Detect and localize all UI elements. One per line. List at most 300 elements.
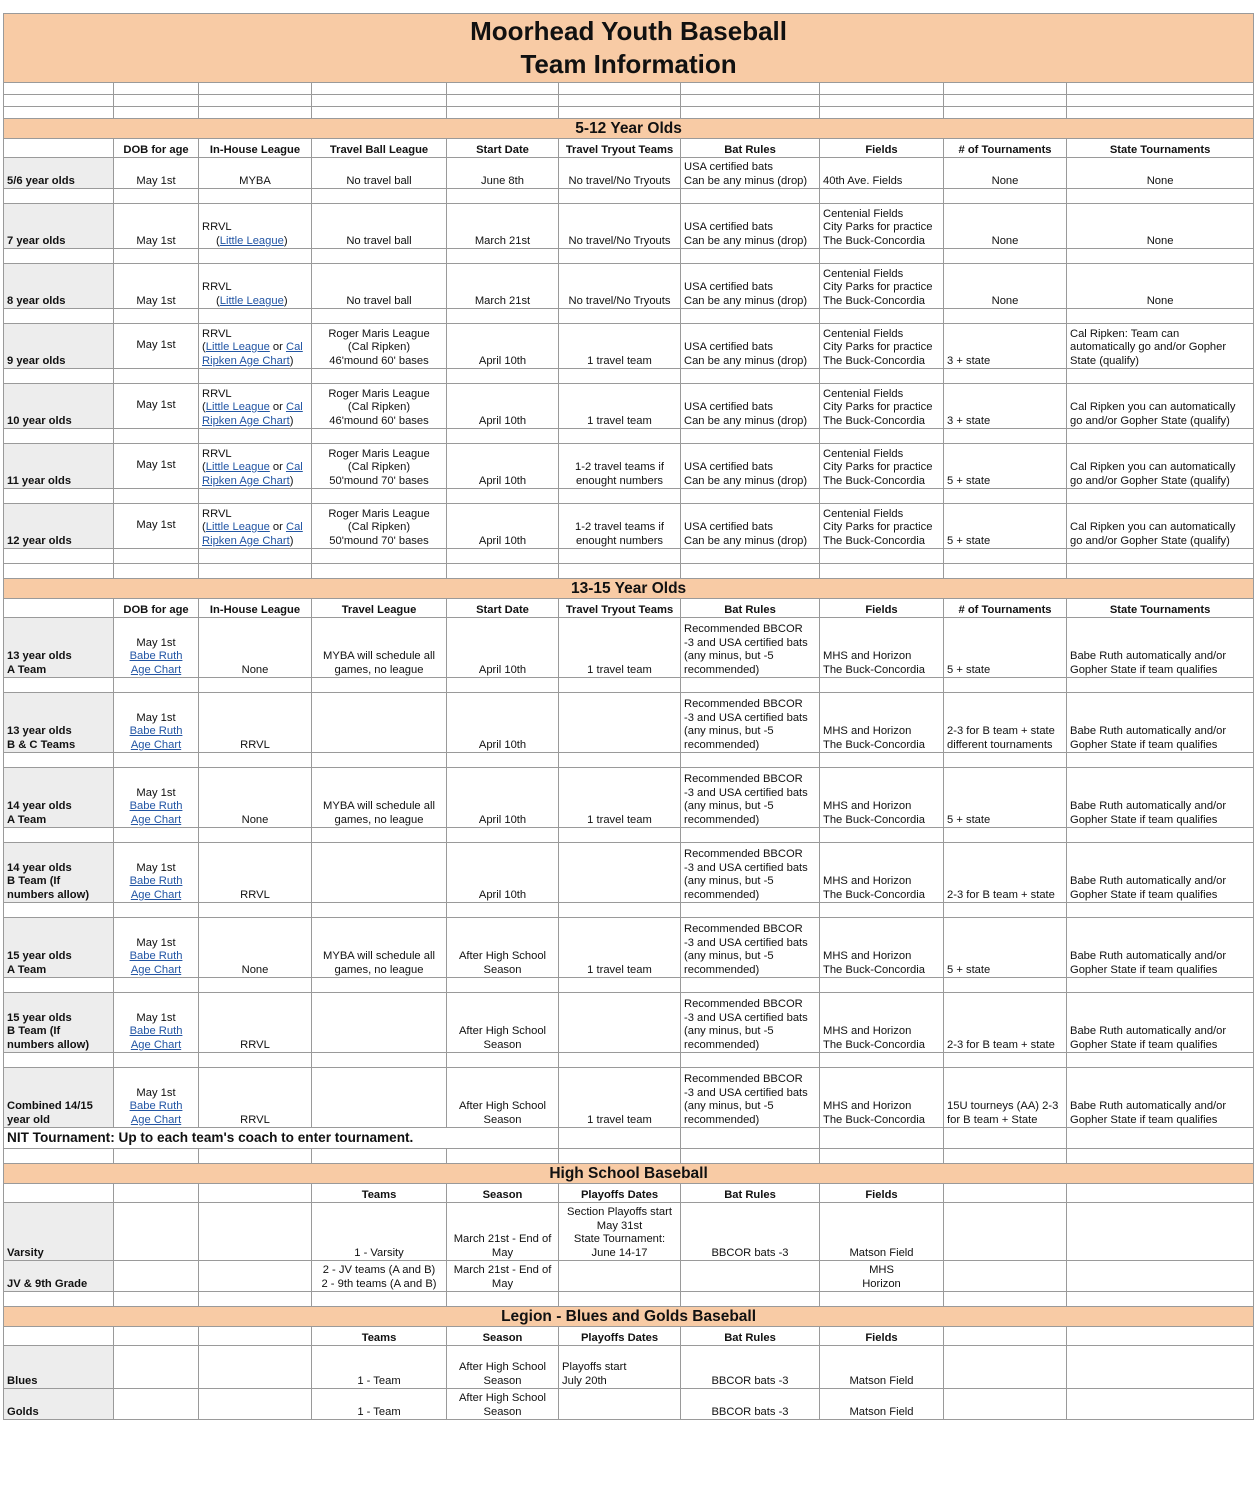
empty-cell xyxy=(944,753,1067,768)
cell-line: Babe Ruth automatically and/or xyxy=(1070,1100,1227,1112)
empty-cell xyxy=(681,369,820,384)
age-group-label xyxy=(4,768,114,828)
empty-cell xyxy=(199,1327,312,1346)
tryout-cell xyxy=(559,504,681,549)
season-cell xyxy=(447,1261,559,1292)
cell-line: Centenial Fields xyxy=(823,387,904,400)
empty-cell xyxy=(681,1053,820,1068)
table-row xyxy=(4,444,1254,489)
empty-cell xyxy=(312,678,447,693)
cell-text: RRVL xyxy=(240,738,270,751)
link[interactable]: Babe Ruth xyxy=(129,1100,183,1112)
cell-line: RRVL xyxy=(202,447,232,460)
link[interactable]: Cal xyxy=(285,341,303,353)
empty-cell xyxy=(114,1346,199,1389)
tournaments-cell xyxy=(944,918,1067,978)
empty-cell xyxy=(944,1327,1067,1346)
empty-cell xyxy=(447,249,559,264)
empty-cell xyxy=(681,83,820,95)
cell-line: 2-3 for B team + state xyxy=(947,888,1055,901)
empty-cell xyxy=(447,369,559,384)
cell-line: (any minus, but -5 xyxy=(684,875,774,887)
column-header xyxy=(114,139,199,158)
cell-line: 5 + state xyxy=(947,663,991,676)
cell-text: May 1st xyxy=(136,459,176,472)
fields-cell xyxy=(820,693,944,753)
empty-cell xyxy=(114,1203,199,1261)
section-row xyxy=(4,119,1254,139)
cell-line: May xyxy=(491,1246,514,1259)
column-header xyxy=(447,599,559,618)
empty-cell xyxy=(944,1053,1067,1068)
empty-cell xyxy=(681,903,820,918)
cell-text: RRVL xyxy=(240,888,270,901)
cell-line: B Team (If xyxy=(7,875,61,887)
cell-line: Section Playoffs start xyxy=(567,1206,672,1218)
cell-text: DOB for age xyxy=(123,143,189,156)
empty-cell xyxy=(199,83,312,95)
column-header xyxy=(447,1184,559,1203)
cell-line: The Buck-Concordia xyxy=(823,294,925,307)
column-header xyxy=(559,599,681,618)
dob-cell xyxy=(114,1068,199,1128)
age-group-label xyxy=(4,918,114,978)
empty-cell xyxy=(114,978,199,993)
empty-cell xyxy=(312,369,447,384)
cell-text: 5 + state xyxy=(947,534,991,547)
team-label xyxy=(4,1203,114,1261)
cell-line: Recommended BBCOR xyxy=(684,698,803,710)
link[interactable]: Babe Ruth xyxy=(129,650,183,662)
empty-cell xyxy=(312,828,447,843)
empty-cell xyxy=(681,1292,820,1307)
start-date-cell xyxy=(447,843,559,903)
link[interactable]: Babe Ruth xyxy=(129,725,183,737)
cell-text: RRVL xyxy=(240,1113,270,1126)
empty-cell xyxy=(1067,753,1254,768)
cell-line: Horizon xyxy=(862,1277,901,1290)
inhouse-cell xyxy=(199,993,312,1053)
cell-line: Recommended BBCOR xyxy=(684,1073,803,1085)
cell-line: USA certified bats xyxy=(684,161,773,173)
table-row xyxy=(4,1068,1254,1128)
link[interactable]: Little League xyxy=(205,461,270,473)
cell-text: May 1st xyxy=(136,519,176,532)
cell-line: The Buck-Concordia xyxy=(823,354,925,367)
cell-line: The Buck-Concordia xyxy=(823,414,925,427)
bat-rules-cell xyxy=(681,1389,820,1420)
state-tournaments-cell xyxy=(1067,768,1254,828)
empty-cell xyxy=(114,83,199,95)
empty-cell xyxy=(199,1184,312,1203)
empty-cell xyxy=(312,189,447,204)
season-cell xyxy=(447,1346,559,1389)
empty-cell xyxy=(199,1261,312,1292)
start-date-cell xyxy=(447,993,559,1053)
tryout-cell xyxy=(559,918,681,978)
cell-line: for B team + State xyxy=(947,1113,1038,1126)
column-header xyxy=(820,139,944,158)
cell-text: April 10th xyxy=(478,738,527,751)
empty-cell xyxy=(559,753,681,768)
note-row xyxy=(4,1128,1254,1149)
empty-cell xyxy=(944,107,1067,119)
link[interactable]: Ripken Age Chart xyxy=(202,354,290,367)
cell-text: High School Baseball xyxy=(549,1165,708,1182)
fields-cell xyxy=(820,1203,944,1261)
table-row xyxy=(4,324,1254,369)
link[interactable]: Ripken Age Chart xyxy=(202,414,290,427)
link[interactable]: Little League xyxy=(205,341,270,353)
cell-line: Babe Ruth automatically and/or xyxy=(1070,725,1227,737)
empty-cell xyxy=(820,564,944,579)
cell-line: 14 year olds xyxy=(7,861,72,874)
cell-line: The Buck-Concordia xyxy=(823,888,925,901)
empty-cell xyxy=(312,549,447,564)
cell-line: Season xyxy=(483,1113,522,1126)
empty-cell xyxy=(944,1128,1067,1149)
link[interactable]: Little League xyxy=(219,294,284,307)
empty-cell xyxy=(4,95,114,107)
link[interactable]: Little League xyxy=(219,234,284,247)
cell-line: (any minus, but -5 xyxy=(684,800,774,812)
cell-text: May 1st xyxy=(136,234,176,247)
table-row xyxy=(4,768,1254,828)
link[interactable]: Little League xyxy=(205,521,270,533)
empty-cell xyxy=(944,903,1067,918)
cell-line: Gopher State if team qualifies xyxy=(1070,1038,1218,1051)
empty-cell xyxy=(447,549,559,564)
inhouse-cell: RRVL (Little League) xyxy=(199,264,312,309)
header-row xyxy=(4,1327,1254,1346)
dob-cell xyxy=(114,918,199,978)
cell-text: 1 travel team xyxy=(587,663,652,676)
inhouse-cell xyxy=(199,918,312,978)
playoffs-cell xyxy=(559,1203,681,1261)
cell-text: March 21st xyxy=(474,294,531,307)
column-header xyxy=(1067,139,1254,158)
link[interactable]: Ripken Age Chart xyxy=(202,474,290,487)
empty-cell xyxy=(199,1053,312,1068)
header-row xyxy=(4,599,1254,618)
playoffs-cell xyxy=(559,1346,681,1389)
cell-line: B Team (If xyxy=(7,1025,61,1037)
cell-line: -3 and USA certified bats xyxy=(684,1011,808,1024)
column-header xyxy=(681,139,820,158)
cell-line: Recommended BBCOR xyxy=(684,998,803,1010)
dob-cell xyxy=(114,693,199,753)
age-group-label xyxy=(4,993,114,1053)
cell-text: April 10th xyxy=(478,474,527,487)
tournaments-cell xyxy=(944,204,1067,249)
season-cell xyxy=(447,1389,559,1420)
empty-cell xyxy=(4,1053,114,1068)
cell-line: (Cal Ripken) xyxy=(347,461,411,473)
spacer-row xyxy=(4,489,1254,504)
empty-cell xyxy=(1067,309,1254,324)
cell-text: Travel Ball League xyxy=(329,143,429,156)
empty-cell xyxy=(559,978,681,993)
cell-line: recommended) xyxy=(684,1038,760,1051)
empty-cell xyxy=(312,489,447,504)
cell-text: # of Tournaments xyxy=(958,603,1052,616)
cell-line: June 14-17 xyxy=(591,1246,648,1259)
cell-text: Legion - Blues and Golds Baseball xyxy=(501,1308,757,1325)
empty-cell xyxy=(447,564,559,579)
cell-line: MYBA will schedule all xyxy=(323,950,435,962)
state-tournaments-cell xyxy=(1067,918,1254,978)
empty-cell xyxy=(199,753,312,768)
empty-cell xyxy=(199,678,312,693)
link[interactable]: Babe Ruth xyxy=(129,800,183,812)
cell-line: (any minus, but -5 xyxy=(684,1100,774,1112)
empty-cell xyxy=(681,489,820,504)
empty-cell xyxy=(199,189,312,204)
cell-line: Can be any minus (drop) xyxy=(684,174,808,187)
cell-line: (any minus, but -5 xyxy=(684,650,774,662)
link[interactable]: Age Chart xyxy=(130,1038,182,1051)
cell-line: go and/or Gopher State (qualify) xyxy=(1070,534,1230,547)
inhouse-cell: RRVL (Little League) xyxy=(199,204,312,249)
cell-line: year old xyxy=(7,1113,50,1126)
empty-cell xyxy=(4,828,114,843)
cell-text: None xyxy=(991,234,1019,247)
cell-line: MHS xyxy=(869,1264,894,1276)
cell-line: Can be any minus (drop) xyxy=(684,474,808,487)
link[interactable]: Age Chart xyxy=(130,738,182,751)
fields-cell xyxy=(820,618,944,678)
empty-cell xyxy=(1067,1389,1254,1420)
cell-line: Gopher State if team qualifies xyxy=(1070,1113,1218,1126)
cell-line: Recommended BBCOR xyxy=(684,773,803,785)
empty-cell xyxy=(312,1053,447,1068)
dob-cell xyxy=(114,384,199,429)
cell-line: RRVL xyxy=(202,387,232,400)
start-date-cell xyxy=(447,618,559,678)
cell-line: City Parks for practice xyxy=(823,461,933,473)
link[interactable]: Age Chart xyxy=(130,1113,182,1126)
sheet-title xyxy=(4,14,1254,83)
spacer-row xyxy=(4,549,1254,564)
empty-cell xyxy=(1067,107,1254,119)
empty-cell xyxy=(1067,1292,1254,1307)
empty-cell xyxy=(820,828,944,843)
bat-rules-cell xyxy=(681,918,820,978)
link[interactable]: Age Chart xyxy=(130,888,182,901)
empty-cell xyxy=(944,309,1067,324)
table-row xyxy=(4,1203,1254,1261)
link[interactable]: Age Chart xyxy=(130,813,182,826)
tournaments-cell xyxy=(944,384,1067,429)
cell-text: 1 - Team xyxy=(357,1405,401,1418)
link[interactable]: Ripken Age Chart xyxy=(202,534,290,547)
cell-text: Matson Field xyxy=(849,1405,914,1418)
empty-cell xyxy=(944,1203,1067,1261)
empty-cell xyxy=(944,369,1067,384)
spacer-row xyxy=(4,83,1254,95)
inhouse-cell: RRVL (Little League or Cal Ripken Age Chart) xyxy=(199,444,312,489)
bat-rules-cell xyxy=(681,384,820,429)
travel-league-cell xyxy=(312,768,447,828)
cell-text: April 10th xyxy=(478,888,527,901)
link[interactable]: Cal xyxy=(285,521,303,533)
empty-cell xyxy=(559,107,681,119)
bat-rules-cell xyxy=(681,204,820,249)
cell-text: Varsity xyxy=(7,1246,44,1259)
cell-text: Matson Field xyxy=(849,1246,914,1259)
dob-cell xyxy=(114,204,199,249)
cell-line: 14 year olds xyxy=(7,800,72,812)
column-header xyxy=(4,139,114,158)
cell-text: 1 - Team xyxy=(357,1374,401,1387)
empty-cell xyxy=(681,1128,820,1149)
empty-cell xyxy=(114,429,199,444)
age-group-label xyxy=(4,693,114,753)
empty-cell xyxy=(4,753,114,768)
fields-cell xyxy=(820,843,944,903)
cell-line: Cal Ripken: Team can xyxy=(1070,327,1180,340)
cell-line: Babe Ruth automatically and/or xyxy=(1070,800,1227,812)
cell-line: enought numbers xyxy=(575,534,664,547)
cell-line: Can be any minus (drop) xyxy=(684,234,808,247)
link[interactable]: Babe Ruth xyxy=(129,875,183,887)
empty-cell xyxy=(199,1346,312,1389)
cell-line: Cal Ripken you can automatically xyxy=(1070,521,1236,533)
link[interactable]: Cal xyxy=(285,461,303,473)
spacer-row xyxy=(4,107,1254,119)
travel-league-cell xyxy=(312,918,447,978)
cell-line: go and/or Gopher State (qualify) xyxy=(1070,474,1230,487)
cell-text: May 1st xyxy=(136,294,176,307)
cell-line: City Parks for practice xyxy=(823,281,933,293)
empty-cell xyxy=(114,828,199,843)
empty-cell xyxy=(944,564,1067,579)
empty-cell xyxy=(4,369,114,384)
empty-cell xyxy=(559,249,681,264)
cell-line: (any minus, but -5 xyxy=(684,950,774,962)
column-header xyxy=(1067,599,1254,618)
empty-cell xyxy=(114,489,199,504)
empty-cell xyxy=(199,1149,312,1164)
empty-cell xyxy=(559,369,681,384)
empty-cell xyxy=(4,1327,114,1346)
cell-line: After High School xyxy=(458,950,547,962)
empty-cell xyxy=(114,1292,199,1307)
cell-line: 2 - 9th teams (A and B) xyxy=(321,1277,437,1290)
tournaments-cell xyxy=(944,993,1067,1053)
cell-text: Season xyxy=(482,1188,523,1201)
empty-cell xyxy=(114,249,199,264)
cell-line: May 1st xyxy=(136,786,176,799)
start-date-cell xyxy=(447,324,559,369)
column-header xyxy=(312,1184,447,1203)
cell-line: Season xyxy=(483,1038,522,1051)
travel-league-cell xyxy=(312,1068,447,1128)
cell-text: April 10th xyxy=(478,354,527,367)
section-title-13-15 xyxy=(4,579,1254,599)
empty-cell xyxy=(820,83,944,95)
cell-text: Fields xyxy=(865,1188,898,1201)
cell-line: recommended) xyxy=(684,663,760,676)
empty-cell xyxy=(312,107,447,119)
cell-text: March 21st xyxy=(474,234,531,247)
cell-line: B & C Teams xyxy=(7,738,76,751)
cell-text: None xyxy=(1146,174,1174,187)
empty-cell xyxy=(681,1149,820,1164)
cell-line: The Buck-Concordia xyxy=(823,738,925,751)
cell-line: USA certified bats xyxy=(684,341,773,353)
cell-line: The Buck-Concordia xyxy=(823,534,925,547)
cell-text: April 10th xyxy=(478,534,527,547)
bat-rules-cell xyxy=(681,1068,820,1128)
link[interactable]: Babe Ruth xyxy=(129,950,183,962)
link[interactable]: Age Chart xyxy=(130,663,182,676)
empty-cell xyxy=(820,753,944,768)
cell-line: 1-2 travel teams if xyxy=(575,461,664,473)
start-date-cell xyxy=(447,768,559,828)
cell-text: BBCOR bats -3 xyxy=(711,1374,789,1387)
bat-rules-cell xyxy=(681,693,820,753)
spacer-row xyxy=(4,1149,1254,1164)
empty-cell xyxy=(1067,1149,1254,1164)
cell-line: Can be any minus (drop) xyxy=(684,354,808,367)
spacer-row xyxy=(4,95,1254,107)
empty-cell xyxy=(1067,978,1254,993)
column-header xyxy=(4,599,114,618)
cell-line: RRVL xyxy=(202,507,232,520)
inhouse-cell xyxy=(199,843,312,903)
cell-text: None xyxy=(991,174,1019,187)
empty-cell xyxy=(944,978,1067,993)
start-date-cell xyxy=(447,444,559,489)
cell-text: No travel ball xyxy=(346,174,412,187)
link[interactable]: Cal xyxy=(285,401,303,413)
cell-text: BBCOR bats -3 xyxy=(711,1405,789,1418)
link[interactable]: Little League xyxy=(205,401,270,413)
spacer-row xyxy=(4,369,1254,384)
cell-line: Babe Ruth automatically and/or xyxy=(1070,1025,1227,1037)
cell-text: Playoffs Dates xyxy=(580,1188,659,1201)
section-row xyxy=(4,1164,1254,1184)
cell-text: Travel League xyxy=(341,603,417,616)
cell-line: A Team xyxy=(7,663,47,676)
travel-league-cell xyxy=(312,993,447,1053)
empty-cell xyxy=(4,429,114,444)
cell-line: State (qualify) xyxy=(1070,354,1140,367)
cell-line: -3 and USA certified bats xyxy=(684,1086,808,1099)
empty-cell xyxy=(312,83,447,95)
empty-cell xyxy=(114,549,199,564)
cell-text: Bat Rules xyxy=(724,1188,776,1201)
link[interactable]: Babe Ruth xyxy=(129,1025,183,1037)
cell-line: City Parks for practice xyxy=(823,341,933,353)
cell-line: 46'mound 60' bases xyxy=(329,354,429,367)
cell-line: Centenial Fields xyxy=(823,507,904,520)
empty-cell xyxy=(681,1261,820,1292)
travel-league-cell xyxy=(312,504,447,549)
bat-rules-cell xyxy=(681,158,820,189)
state-tournaments-cell xyxy=(1067,843,1254,903)
cell-line: Roger Maris League xyxy=(328,327,430,340)
empty-cell xyxy=(681,107,820,119)
link[interactable]: Age Chart xyxy=(130,963,182,976)
table-row xyxy=(4,843,1254,903)
cell-line: numbers allow) xyxy=(7,1038,90,1051)
cell-line: 15 year olds xyxy=(7,1011,72,1024)
empty-cell xyxy=(4,549,114,564)
age-group-label xyxy=(4,618,114,678)
tournaments-cell xyxy=(944,504,1067,549)
